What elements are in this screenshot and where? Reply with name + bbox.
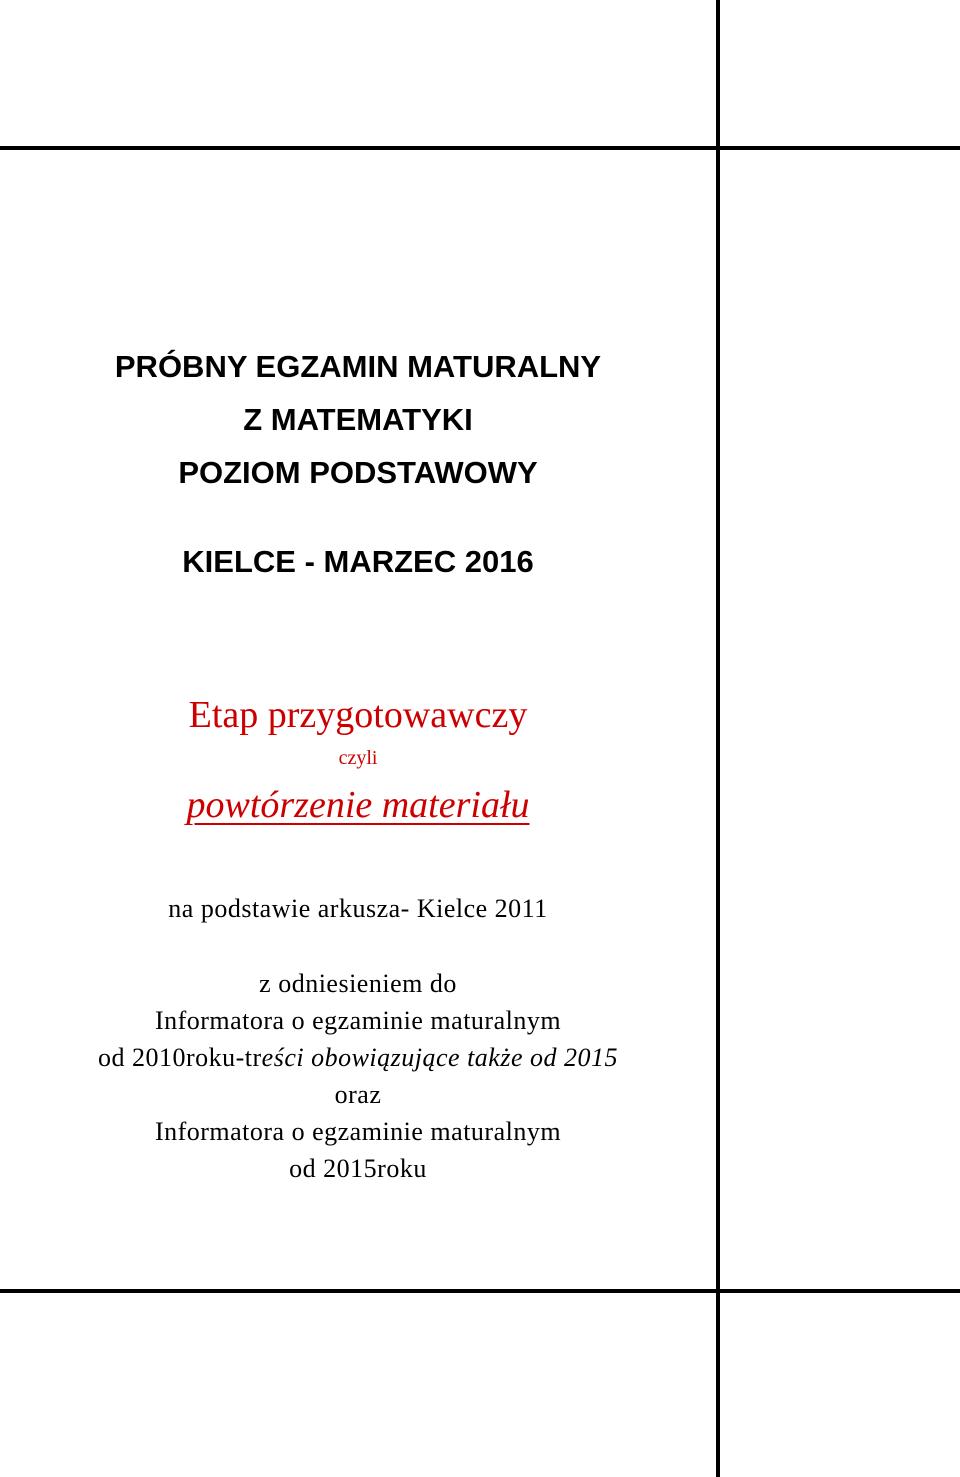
references-block <box>0 965 716 1187</box>
basis-note: na podstawie arkusza- Kielce 2011 <box>168 894 548 923</box>
references-line-4: oraz <box>334 1080 382 1109</box>
exam-title-line-1: PRÓBNY EGZAMIN MATURALNY <box>114 349 602 384</box>
exam-title-line-2: Z MATEMATYKI <box>243 402 473 437</box>
references-line-2: Informatora o egzaminie maturalnym <box>154 1006 562 1035</box>
references-line-3-italic: eści obowiązujące także od 2015 <box>261 1043 619 1072</box>
location-date: KIELCE - MARZEC 2016 <box>182 544 534 579</box>
references-line-5: Informatora o egzaminie maturalnym <box>154 1117 562 1146</box>
references-line-1: z odniesieniem do <box>259 969 457 998</box>
bottom-divider-line <box>0 1289 960 1293</box>
top-divider-line <box>0 146 960 150</box>
references-line-3 <box>0 1039 716 1076</box>
references-line-6: od 2015roku <box>289 1154 427 1183</box>
stage-title: Etap przygotowawczy <box>188 694 528 736</box>
stage-connector: czyli <box>338 747 378 769</box>
stage-subtitle: powtórzenie materiału <box>186 784 530 826</box>
exam-title-line-3: POZIOM PODSTAWOWY <box>178 455 538 490</box>
exam-title-block <box>0 340 716 499</box>
vertical-divider-line <box>716 0 720 1477</box>
references-line-3-regular: od 2010roku-tr <box>97 1043 262 1072</box>
